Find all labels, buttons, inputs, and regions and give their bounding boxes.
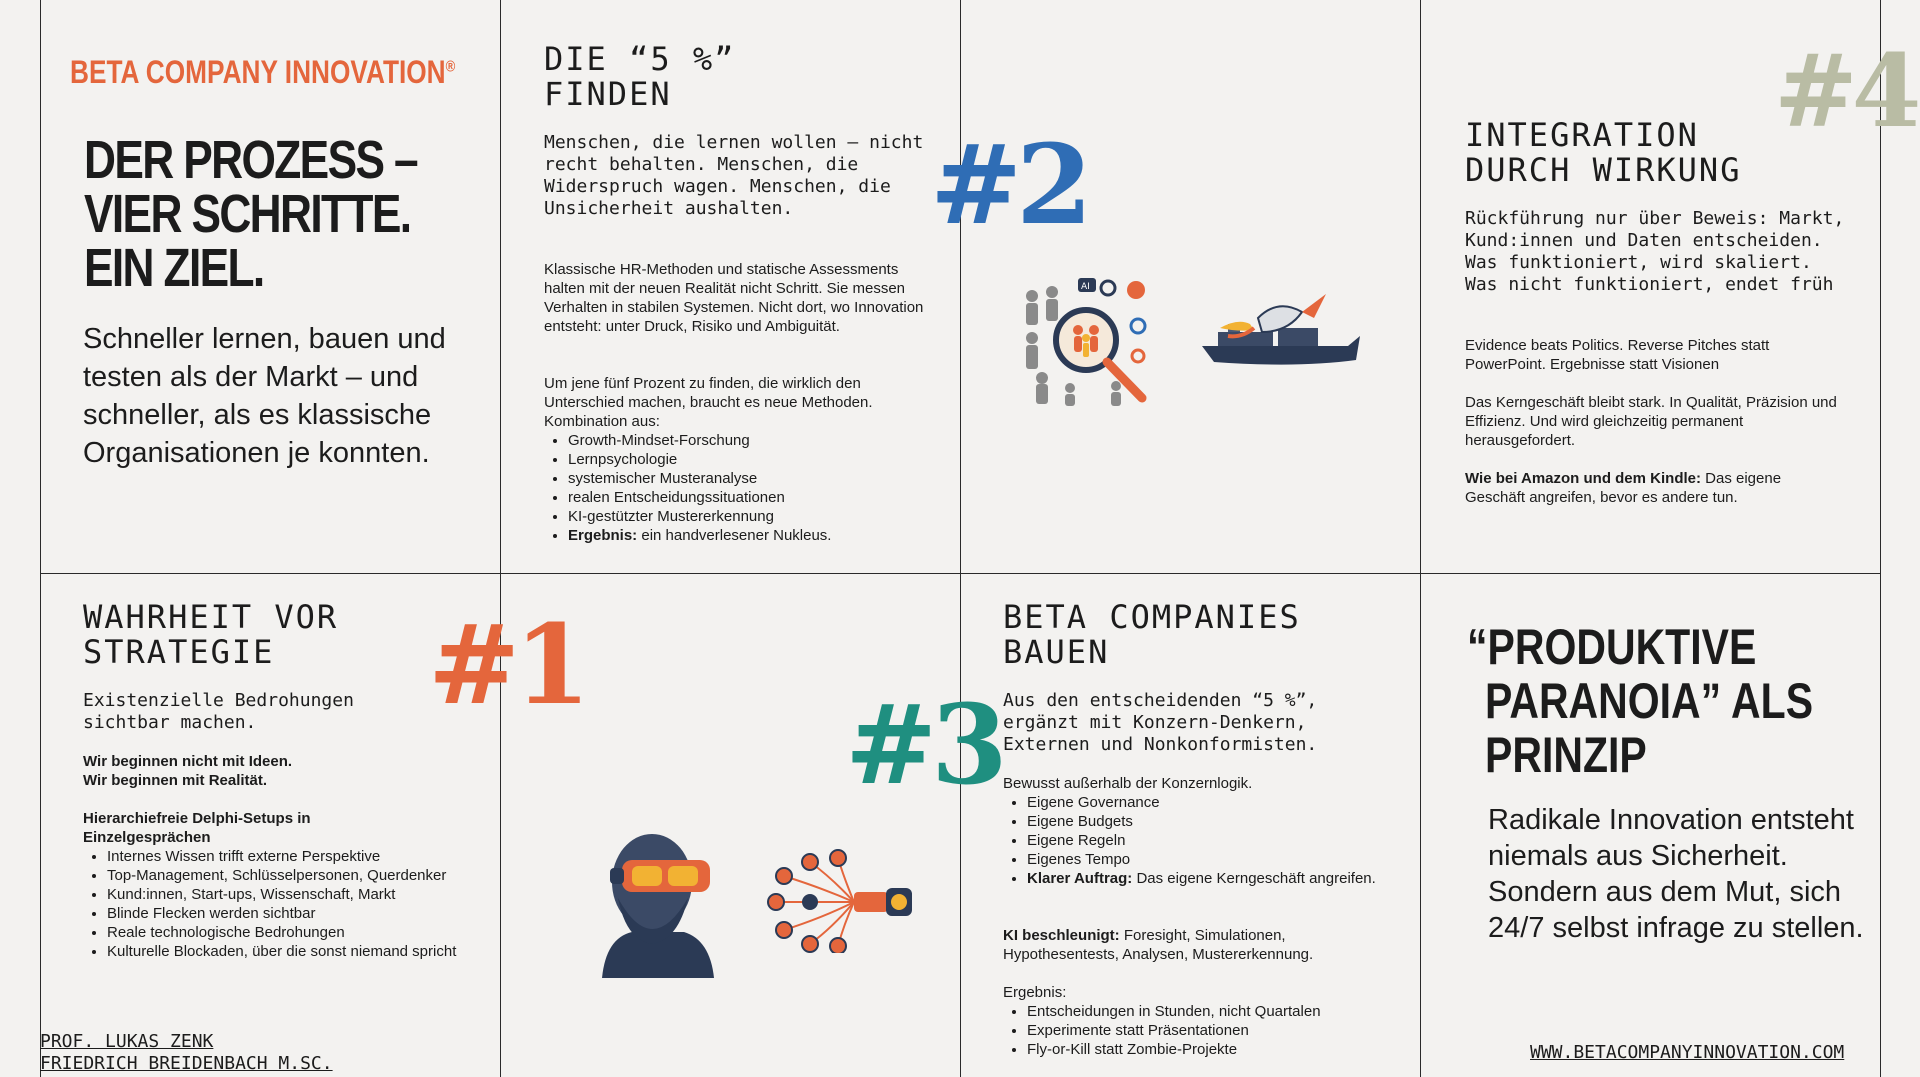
step3-result-head: Ergebnis: (1003, 984, 1067, 1001)
step-number-2: #2 (930, 120, 1087, 249)
list-item: • Fly-or-Kill statt Zombie-Projekte (1027, 1040, 1407, 1059)
step3-intro: Aus den entscheidenden “5 %”, ergänzt mit Konzern-Denkern, Externen und Nonkonformisten. (1003, 690, 1318, 755)
network-spyglass-icon (762, 848, 914, 953)
step2-list (544, 431, 938, 545)
list-item: • Growth-Mindset-Forschung (568, 431, 938, 450)
step2-paragraph: Um jene fünf Prozent zu finden, die wirklich den Unterschied machen, braucht es neue Methoden. Kombination aus: (544, 375, 873, 430)
step2-title: DIE “5 %” FINDEN (544, 40, 736, 113)
step-number-1: #1 (428, 600, 585, 729)
list-item: • Lernpsychologie (568, 450, 938, 469)
step1-list-head: Hierarchiefreie Delphi-Setups in Einzelgesprächen (83, 810, 311, 846)
grid-line (1420, 0, 1421, 1077)
list-item: • Blinde Flecken werden sichtbar (107, 904, 487, 923)
philosopher-vr-icon (592, 820, 722, 978)
list-item: • realen Entscheidungssituationen (568, 488, 938, 507)
quote-body: Radikale Innovation entsteht niemals aus Sicherheit. Sondern aus dem Mut, sich 24/7 selbst infrage zu stellen. (1488, 804, 1864, 944)
list-item: • Internes Wissen trifft externe Perspektive (107, 847, 487, 866)
step3-title: BETA COMPANIES BAUEN (1003, 598, 1301, 671)
list-item: • Top-Management, Schlüsselpersonen, Querdenker (107, 866, 487, 885)
ship-rocket-icon (1198, 288, 1363, 378)
step4-paragraph: Das Kerngeschäft bleibt stark. In Qualität, Präzision und Effizienz. Und wird gleichzeitig permanent herausgefordert. (1465, 394, 1837, 449)
step-number-3: #3 (845, 680, 1002, 809)
list-item: • Entscheidungen in Stunden, nicht Quartalen (1027, 1002, 1407, 1021)
step1-bold: Wir beginnen nicht mit Ideen. Wir beginnen mit Realität. (83, 753, 293, 789)
list-item: • Experimente statt Präsentationen (1027, 1021, 1407, 1040)
step3-ki: KI beschleunigt: Foresight, Simulationen, Hypothesentests, Analysen, Mustererkennung. (1003, 927, 1314, 963)
grid-line (1880, 0, 1881, 1077)
author-credits: PROF. LUKAS ZENK FRIEDRICH BREIDENBACH M.SC. (40, 1031, 333, 1074)
list-item: • Kulturelle Blockaden, über die sonst niemand spricht (107, 942, 487, 961)
list-item: • KI-gestützter Mustererkennung (568, 507, 938, 526)
step2-paragraph: Klassische HR-Methoden und statische Assessments halten mit der neuen Realität nicht Schritt. Sie messen Verhalten in stabilen Systemen. Nicht dort, wo Innovation entsteht: unter Druck, Risiko und Ambiguität. (544, 261, 924, 335)
list-item: • Klarer Auftrag: Das eigene Kerngeschäft angreifen. (1027, 869, 1397, 888)
step4-intro: Rückführung nur über Beweis: Markt, Kund:innen und Daten entscheiden. Was funktioniert, wird skaliert. Was nicht funktioniert, endet früh (1465, 208, 1845, 295)
svg-text:AI: AI (1081, 282, 1090, 292)
step4-paragraph: Wie bei Amazon und dem Kindle: Das eigene Geschäft angreifen, bevor es andere tun. (1465, 470, 1782, 506)
step4-title: INTEGRATION DURCH WIRKUNG (1465, 116, 1742, 189)
grid-line (40, 573, 1880, 574)
page-title: DER PROZESS – VIER SCHRITTE. EIN ZIEL. (84, 130, 418, 298)
list-item: • Ergebnis: ein handverlesener Nukleus. (568, 526, 938, 545)
list-item: • Eigenes Tempo (1027, 850, 1397, 869)
list-item: • systemischer Musteranalyse (568, 469, 938, 488)
step2-intro: Menschen, die lernen wollen – nicht recht behalten. Menschen, die Widerspruch wagen. Menschen, die Unsicherheit aushalten. (544, 132, 924, 219)
crowd-magnifier-icon (1020, 278, 1155, 408)
quote-title: “PRODUKTIVE PARANOIA” ALS PRINZIP (1467, 619, 1814, 783)
grid-line (40, 0, 41, 1077)
lead-text: Schneller lernen, bauen und testen als der Markt – und schneller, als es klassische Organisationen je konnten. (83, 323, 446, 469)
step1-title: WAHRHEIT VOR STRATEGIE (83, 598, 339, 671)
grid-line (500, 0, 501, 1077)
list-item: • Eigene Budgets (1027, 812, 1397, 831)
step3-result-list (1003, 1002, 1407, 1059)
list-item: • Kund:innen, Start-ups, Wissenschaft, Markt (107, 885, 487, 904)
list-item: • Eigene Governance (1027, 793, 1397, 812)
website-link[interactable]: WWW.BETACOMPANYINNOVATION.COM (1530, 1042, 1845, 1063)
step1-intro: Existenzielle Bedrohungen sichtbar machen. (83, 690, 354, 733)
brand-name: BETA COMPANY INNOVATION® (70, 54, 456, 90)
step1-list (83, 847, 487, 961)
step3-list-head: Bewusst außerhalb der Konzernlogik. (1003, 775, 1253, 792)
step4-paragraph: Evidence beats Politics. Reverse Pitches statt PowerPoint. Ergebnisse statt Visionen (1465, 337, 1770, 373)
list-item: • Eigene Regeln (1027, 831, 1397, 850)
list-item: • Reale technologische Bedrohungen (107, 923, 487, 942)
step-number-4: #4 (1774, 32, 1916, 150)
step3-list (1003, 793, 1397, 888)
